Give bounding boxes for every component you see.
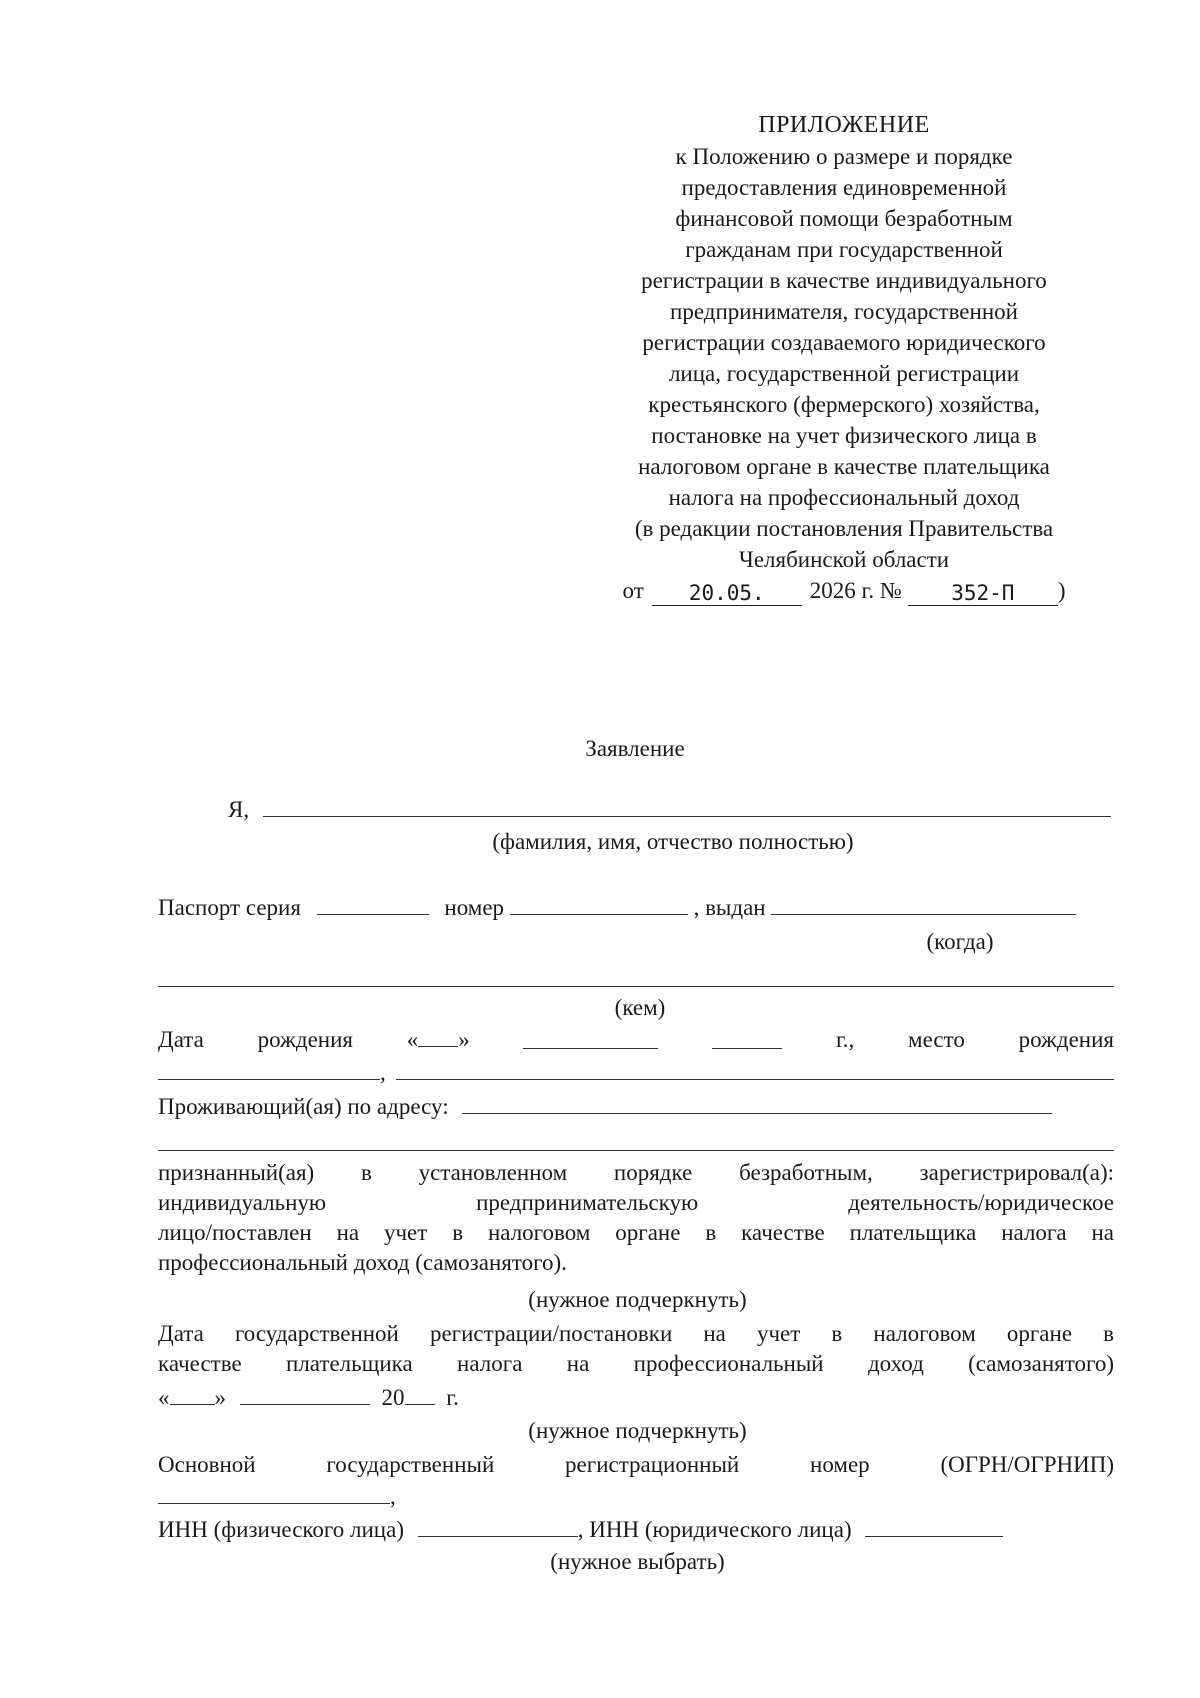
appendix-line: налоговом органе в качестве плательщика xyxy=(638,454,1050,479)
passport-issued-label: , выдан xyxy=(693,895,766,920)
ogrn-word: Основной xyxy=(158,1452,256,1477)
birth-month-field[interactable] xyxy=(523,1047,658,1049)
residence-label: Проживающий(ая) по адресу: xyxy=(158,1094,449,1119)
residence-field-2[interactable] xyxy=(158,1150,1114,1151)
decree-date-field: 20.05. xyxy=(652,581,802,606)
passport-issued-date-field[interactable] xyxy=(771,913,1076,915)
registration-paragraph xyxy=(158,1319,1114,1379)
decree-number-field: 352-П xyxy=(908,581,1058,606)
birth-row xyxy=(158,1025,1114,1055)
registration-line: Дата государственной регистрации/постановки на учет в налоговом органе в xyxy=(158,1321,1114,1346)
appendix-line: постановке на учет физического лица в xyxy=(651,423,1037,448)
reg-day-open-quote: « xyxy=(158,1385,170,1410)
birth-place-birth-label: рождения xyxy=(1018,1027,1114,1052)
appendix-line: (в редакции постановления Правительства xyxy=(634,516,1054,541)
appendix-line: финансовой помощи безработным xyxy=(675,206,1013,231)
ogrn-field-row xyxy=(158,1482,1114,1512)
appendix-line: регистрации в качестве индивидуального xyxy=(641,268,1047,293)
inn-legal-field[interactable] xyxy=(865,1535,1003,1537)
birth-year-field[interactable] xyxy=(712,1047,782,1049)
passport-number-label: номер xyxy=(444,895,505,920)
status-line: профессиональный доход (самозанятого). xyxy=(158,1250,567,1275)
ogrn-word: номер xyxy=(810,1452,870,1477)
birth-place-field-1[interactable] xyxy=(158,1078,380,1080)
reg-year-field[interactable] xyxy=(405,1403,435,1405)
reg-day-field[interactable] xyxy=(170,1403,215,1405)
residence-row xyxy=(158,1092,1114,1122)
appendix-line: крестьянского (фермерского) хозяйства, xyxy=(648,392,1040,417)
decree-year-label: 2026 г. № xyxy=(809,578,902,603)
appendix-line: Челябинской области xyxy=(738,547,950,572)
form-title: Заявление xyxy=(585,736,685,761)
underline-hint: (нужное подчеркнуть) xyxy=(528,1287,747,1312)
birth-day-group xyxy=(407,1025,470,1055)
birth-day-field[interactable] xyxy=(418,1045,458,1047)
birth-place-field-2[interactable] xyxy=(396,1078,1114,1080)
appendix-line: регистрации создаваемого юридического xyxy=(642,330,1046,355)
birth-day-open-quote: « xyxy=(406,1027,419,1052)
reg-day-close-quote: » xyxy=(214,1385,226,1410)
birth-place-label: место xyxy=(908,1027,965,1052)
passport-issuer-field[interactable] xyxy=(158,986,1114,987)
ogrn-word: (ОГРН/ОГРНИП) xyxy=(940,1452,1114,1477)
birth-date-label: Дата xyxy=(158,1027,204,1052)
inn-individual-label: ИНН (физического лица) xyxy=(158,1517,404,1542)
choose-hint: (нужное выбрать) xyxy=(550,1549,725,1574)
appendix-line: предпринимателя, государственной xyxy=(670,299,1018,324)
ogrn-field[interactable] xyxy=(158,1502,390,1504)
registration-date-row xyxy=(158,1383,1114,1413)
passport-series-field[interactable] xyxy=(317,913,429,915)
ogrn-comma: , xyxy=(390,1484,396,1509)
residence-field-1[interactable] xyxy=(462,1112,1052,1114)
decree-close-paren: ) xyxy=(1057,578,1066,603)
status-paragraph xyxy=(158,1158,1114,1278)
underline-hint: (нужное подчеркнуть) xyxy=(528,1418,747,1443)
appendix-line: гражданам при государственной xyxy=(685,237,1003,262)
birth-label: рождения xyxy=(257,1027,354,1052)
applicant-i-label: Я, xyxy=(228,797,250,822)
applicant-name-field[interactable] xyxy=(263,815,1111,817)
ogrn-word: государственный xyxy=(326,1452,495,1477)
when-hint: (когда) xyxy=(926,929,994,954)
birth-year-suffix: г., xyxy=(835,1027,855,1052)
appendix-line: предоставления единовременной xyxy=(681,175,1007,200)
birth-day-close-quote: » xyxy=(458,1027,470,1052)
decree-from-label: от xyxy=(622,578,644,603)
status-line: признанный(ая) в установленном порядке безработным, зарегистрировал(а): xyxy=(158,1160,1114,1185)
inn-individual-field[interactable] xyxy=(418,1535,578,1537)
appendix-line: лица, государственной регистрации xyxy=(668,361,1020,386)
reg-century: 20 xyxy=(381,1385,405,1410)
by-whom-hint: (кем) xyxy=(614,995,666,1020)
reg-month-field[interactable] xyxy=(240,1403,370,1405)
reg-year-suffix: г. xyxy=(446,1385,459,1410)
decree-reference xyxy=(608,575,1080,606)
appendix-header xyxy=(608,110,1080,606)
status-line: лицо/поставлен на учет в налоговом органе в качестве плательщика налога на xyxy=(158,1220,1114,1245)
ogrn-word: регистрационный xyxy=(565,1452,740,1477)
passport-row xyxy=(158,893,1114,923)
inn-row xyxy=(158,1515,1114,1545)
inn-legal-label: , ИНН (юридического лица) xyxy=(577,1517,852,1542)
status-line: индивидуальную предпринимательскую деятельность/юридическое xyxy=(158,1190,1114,1215)
registration-line: качестве плательщика налога на профессиональный доход (самозанятого) xyxy=(158,1351,1114,1376)
ogrn-row xyxy=(158,1450,1114,1480)
passport-series-label: Паспорт серия xyxy=(158,895,301,920)
appendix-heading: ПРИЛОЖЕНИЕ xyxy=(758,112,930,138)
appendix-line: к Положению о размере и порядке xyxy=(675,144,1013,169)
birth-place-comma: , xyxy=(380,1060,386,1085)
name-hint: (фамилия, имя, отчество полностью) xyxy=(492,829,854,854)
passport-number-field[interactable] xyxy=(510,913,688,915)
birth-place-row xyxy=(158,1058,1114,1088)
appendix-line: налога на профессиональный доход xyxy=(668,485,1020,510)
applicant-name-row xyxy=(228,795,1114,825)
